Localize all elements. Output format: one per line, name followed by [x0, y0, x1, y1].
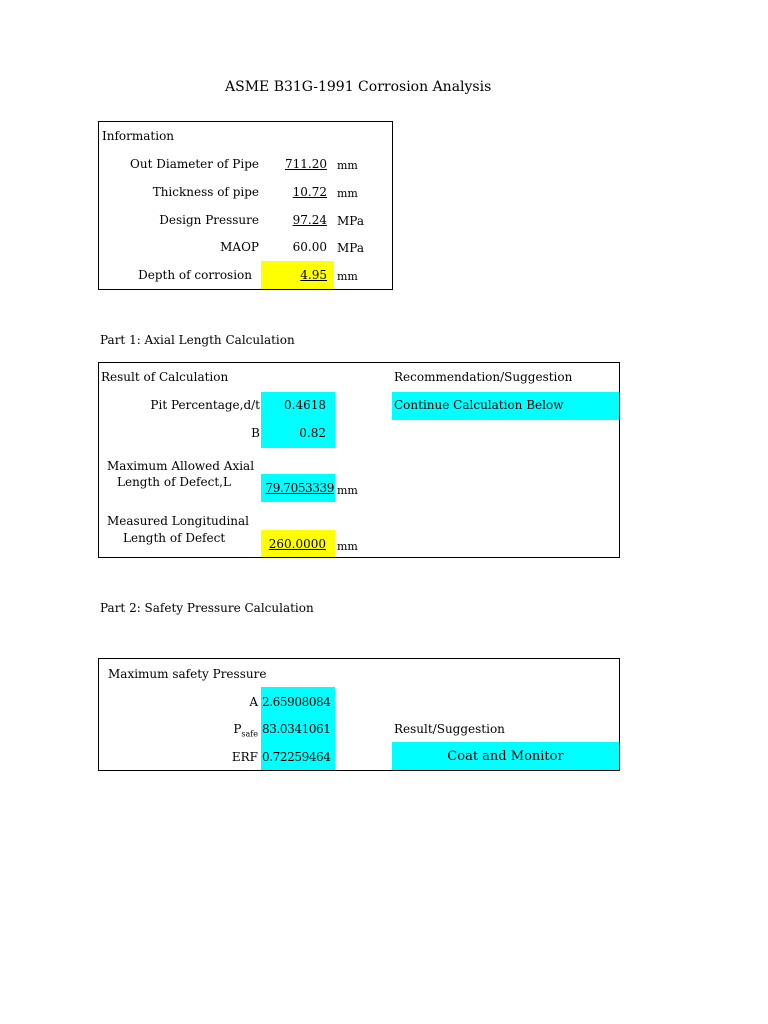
depth-label: Depth of corrosion: [138, 268, 252, 282]
max-length-label-line1: Maximum Allowed Axial: [107, 459, 255, 473]
psafe-label-main: P: [233, 722, 242, 736]
outer-diameter-label: Out Diameter of Pipe: [130, 157, 259, 171]
pit-percentage-label: Pit Percentage,d/t: [150, 398, 260, 412]
part1-heading: Part 1: Axial Length Calculation: [100, 333, 295, 347]
psafe-value: 83.0341061: [262, 722, 331, 736]
thickness-value[interactable]: 10.72: [292, 185, 327, 199]
recommendation-header: Recommendation/Suggestion: [394, 370, 573, 384]
result-text: Coat and Monitor: [392, 742, 619, 770]
pit-percentage-value: 0.4618: [284, 398, 326, 412]
measured-length-value[interactable]: 260.0000: [268, 537, 326, 551]
maop-value[interactable]: 60.00: [292, 240, 327, 254]
a-label: A: [249, 695, 258, 709]
max-length-label-line2: Length of Defect,L: [117, 475, 231, 489]
outer-diameter-unit: mm: [337, 159, 358, 172]
information-header: Information: [102, 129, 175, 143]
depth-value[interactable]: 4.95: [300, 268, 327, 282]
max-length-unit: mm: [337, 484, 358, 497]
max-length-value: 79.7053339: [265, 481, 334, 495]
part2-panel: [98, 658, 620, 771]
measured-length-label-line1: Measured Longitudinal: [107, 514, 249, 528]
part1-header: Result of Calculation: [101, 370, 229, 384]
part1-panel: [98, 362, 620, 558]
information-panel: [98, 121, 393, 290]
page-title: ASME B31G-1991 Corrosion Analysis: [225, 79, 492, 95]
maop-label: MAOP: [220, 240, 259, 254]
a-value: 2.65908084: [262, 695, 331, 709]
part2-header: Maximum safety Pressure: [108, 667, 267, 681]
design-pressure-unit: MPa: [337, 214, 364, 228]
measured-length-unit: mm: [337, 540, 358, 553]
depth-unit: mm: [337, 270, 358, 283]
thickness-label: Thickness of pipe: [152, 185, 259, 199]
erf-label: ERF: [231, 750, 258, 764]
b-label: B: [251, 426, 260, 440]
part2-heading: Part 2: Safety Pressure Calculation: [100, 601, 314, 615]
psafe-label-subscript: safe: [241, 729, 258, 739]
design-pressure-label: Design Pressure: [159, 213, 259, 227]
psafe-label: [233, 722, 258, 738]
thickness-unit: mm: [337, 187, 358, 200]
outer-diameter-value[interactable]: 711.20: [285, 157, 327, 171]
recommendation-text: Continue Calculation Below: [394, 398, 564, 412]
erf-value: 0.72259464: [262, 750, 331, 764]
result-header: Result/Suggestion: [394, 722, 505, 736]
design-pressure-value[interactable]: 97.24: [292, 213, 327, 227]
maop-unit: MPa: [337, 241, 364, 255]
measured-length-label-line2: Length of Defect: [123, 531, 226, 545]
b-value: 0.82: [299, 426, 326, 440]
